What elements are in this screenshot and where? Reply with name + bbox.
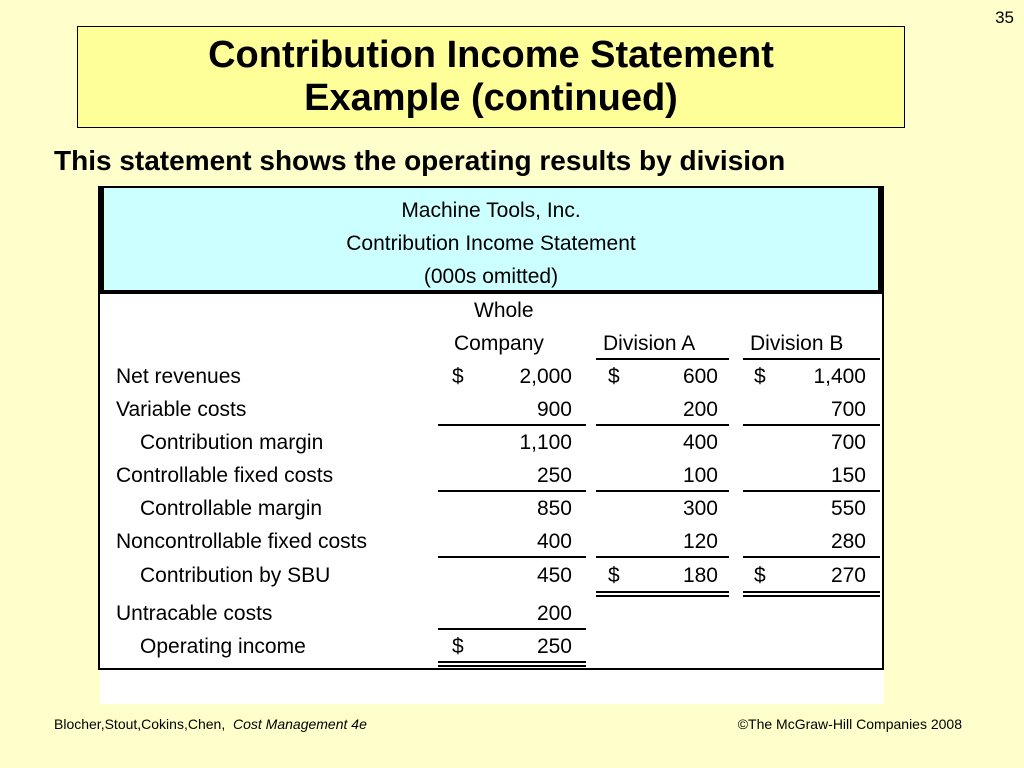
currency-symbol: $ xyxy=(452,635,464,658)
cell-noncontrollable-fixed-costs-b: 280 xyxy=(830,530,866,553)
subtotal-rule xyxy=(596,556,729,558)
subtotal-rule xyxy=(596,490,729,492)
cell-contribution-by-sbu-b: 270 xyxy=(830,564,866,587)
row-label-controllable-fixed-costs: Controllable fixed costs xyxy=(116,464,334,487)
cell-contribution-by-sbu-whole: 450 xyxy=(536,564,572,587)
footer-authors: Blocher,Stout,Cokins,Chen, xyxy=(54,716,226,732)
subtotal-rule xyxy=(438,424,586,426)
col-header-whole-line1: Whole xyxy=(474,299,534,322)
cell-net-revenues-b: 1,400 xyxy=(813,365,866,388)
row-label-net-revenues: Net revenues xyxy=(116,365,241,388)
cell-variable-costs-whole: 900 xyxy=(536,398,572,421)
row-label-untracable-costs: Untracable costs xyxy=(116,602,273,625)
cell-controllable-fixed-costs-whole: 250 xyxy=(536,464,572,487)
statement-header xyxy=(100,188,882,294)
double-rule xyxy=(743,591,880,593)
slide-title xyxy=(208,34,774,120)
subtotal-rule xyxy=(743,424,880,426)
double-rule xyxy=(596,591,729,593)
cell-variable-costs-b: 700 xyxy=(830,398,866,421)
cell-contribution-margin-a: 400 xyxy=(682,431,718,454)
slide-subtitle: This statement shows the operating results by division xyxy=(54,145,786,176)
subtotal-rule xyxy=(596,424,729,426)
currency-symbol: $ xyxy=(452,365,464,388)
title-box xyxy=(77,26,905,128)
footer-book-title: Cost Management 4e xyxy=(233,716,367,732)
statement-units: (000s omitted) xyxy=(423,265,559,288)
slide-number: 35 xyxy=(995,8,1014,27)
cell-untracable-costs-whole: 200 xyxy=(536,602,572,625)
subtotal-rule xyxy=(438,556,586,558)
footer-citation xyxy=(54,716,367,732)
col-a-header-underline xyxy=(596,358,729,360)
cell-noncontrollable-fixed-costs-a: 120 xyxy=(682,530,718,553)
col-b-header-underline xyxy=(743,358,880,360)
cell-controllable-margin-b: 550 xyxy=(830,497,866,520)
row-label-noncontrollable-fixed-costs: Noncontrollable fixed costs xyxy=(116,530,367,553)
row-label-contribution-by-sbu: Contribution by SBU xyxy=(140,564,331,587)
slide-title-line1: Contribution Income Statement xyxy=(208,34,774,76)
cell-net-revenues-a: 600 xyxy=(682,365,718,388)
double-rule xyxy=(596,595,729,597)
cell-operating-income-whole: 250 xyxy=(536,635,572,658)
cell-controllable-margin-whole: 850 xyxy=(536,497,572,520)
currency-symbol: $ xyxy=(754,365,766,388)
cell-contribution-by-sbu-a: 180 xyxy=(682,564,718,587)
cell-controllable-margin-a: 300 xyxy=(682,497,718,520)
col-header-whole-line2: Company xyxy=(454,332,544,355)
income-statement-table xyxy=(98,186,884,670)
subtotal-rule xyxy=(743,556,880,558)
double-rule xyxy=(438,665,586,667)
subtotal-rule xyxy=(438,628,586,630)
col-header-division-a: Division A xyxy=(603,332,696,355)
cell-net-revenues-whole: 2,000 xyxy=(519,365,572,388)
subtotal-rule xyxy=(743,490,880,492)
currency-symbol: $ xyxy=(608,564,620,587)
cell-contribution-margin-b: 700 xyxy=(830,431,866,454)
company-name: Machine Tools, Inc. xyxy=(401,199,581,222)
col-header-division-b: Division B xyxy=(750,332,844,355)
statement-name: Contribution Income Statement xyxy=(346,232,636,255)
cell-controllable-fixed-costs-a: 100 xyxy=(682,464,718,487)
row-label-contribution-margin: Contribution margin xyxy=(140,431,324,454)
cell-contribution-margin-whole: 1,100 xyxy=(519,431,572,454)
cell-noncontrollable-fixed-costs-whole: 400 xyxy=(536,530,572,553)
currency-symbol: $ xyxy=(608,365,620,388)
footer-copyright: ©The McGraw-Hill Companies 2008 xyxy=(737,716,962,732)
double-rule xyxy=(438,661,586,663)
row-label-controllable-margin: Controllable margin xyxy=(140,497,323,520)
cell-controllable-fixed-costs-b: 150 xyxy=(830,464,866,487)
cell-variable-costs-a: 200 xyxy=(682,398,718,421)
row-label-variable-costs: Variable costs xyxy=(116,398,247,421)
subtotal-rule xyxy=(438,490,586,492)
currency-symbol: $ xyxy=(754,564,766,587)
slide-title-line2: Example (continued) xyxy=(304,77,678,119)
double-rule xyxy=(743,595,880,597)
row-label-operating-income: Operating income xyxy=(140,635,306,658)
